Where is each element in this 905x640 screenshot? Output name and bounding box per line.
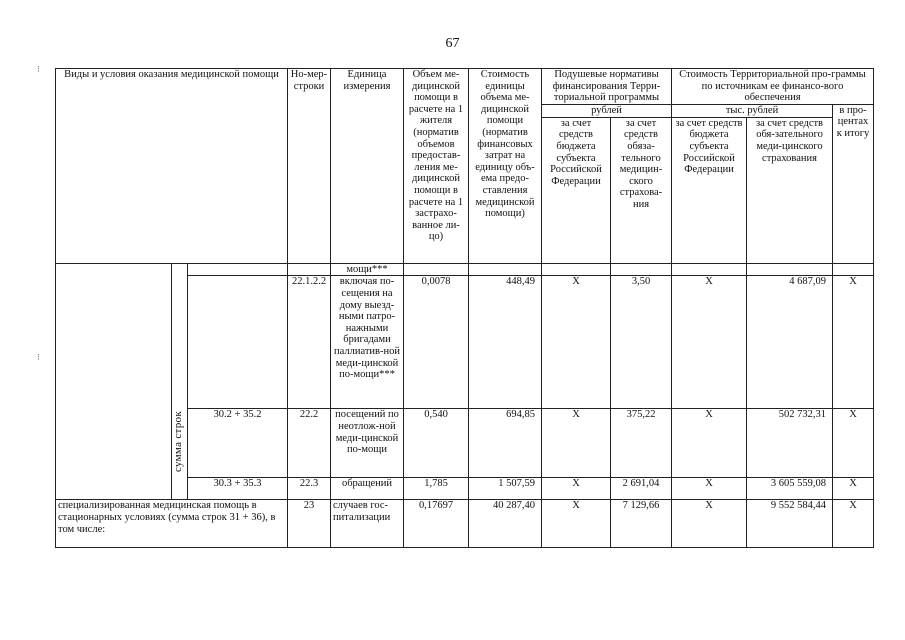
percent-cell: X — [833, 409, 874, 478]
group-cost-program-header: Стоимость Территориальной про-граммы по источникам ее финансо-вого обеспечения — [672, 69, 874, 105]
tc-oms-cell: 9 552 584,44 — [747, 500, 833, 548]
volume-cell: 0,0078 — [404, 276, 469, 409]
table-row — [56, 500, 874, 548]
tc-budget-cell: X — [672, 500, 747, 548]
line-cell: 23 — [288, 500, 331, 548]
pc-budget-cell: X — [542, 478, 611, 500]
cost-cell: 40 287,40 — [469, 500, 542, 548]
col-volume-header: Объем ме-дицинской помощи в расчете на 1 жителя (норматив объемов предостав-ления ме-дицинской помощи в расчете на 1 застрахо-ванное ли-цо) — [404, 69, 469, 264]
kind-cell: специализированная медицинская помощь в стационарных условиях (сумма строк 31 + 36), в том числе: — [56, 500, 288, 548]
col-line-header: Но-мер-строки — [288, 69, 331, 264]
unit-rub-header: рублей — [542, 104, 672, 117]
page-number: 67 — [445, 36, 460, 51]
col-unit-header: Единица измерения — [331, 69, 404, 264]
unit-cell: мощи*** — [331, 263, 404, 276]
unit-thous-rub-header: тыс. рублей — [672, 104, 833, 117]
line-cell: 22.2 — [288, 409, 331, 478]
financing-table — [55, 68, 874, 548]
header-row — [56, 69, 874, 105]
sum-cell: 30.3 + 35.3 — [188, 478, 288, 500]
cost-cell: 694,85 — [469, 409, 542, 478]
pc-oms-cell: 7 129,66 — [611, 500, 672, 548]
tc-oms-cell: 3 605 559,08 — [747, 478, 833, 500]
tc-budget-cell: X — [672, 409, 747, 478]
unit-cell: посещений по неотлож-ной меди-цинской по-мощи — [331, 409, 404, 478]
unit-cell: включая по-сещения на дому выезд-ными патро-нажными бригадами паллиатив-ной меди-цинской по-мощи*** — [331, 276, 404, 409]
col-kind-header: Виды и условия оказания медицинской помощи — [56, 69, 288, 264]
src-oms2-header: за счет средств обя-зательного меди-цинского страхования — [747, 117, 833, 263]
kind-cell — [56, 263, 172, 500]
group-percapita-header: Подушевые нормативы финансирования Терри-ториальной программы — [542, 69, 672, 105]
pc-oms-cell: 3,50 — [611, 276, 672, 409]
continuation-row — [56, 263, 874, 276]
cost-cell: 448,49 — [469, 276, 542, 409]
tc-budget-cell: X — [672, 478, 747, 500]
src-oms-header: за счет средств обяза-тельного медицин-ского страхова-ния — [611, 117, 672, 263]
margin-mark: ⁝ — [37, 64, 40, 74]
unit-cell: обращений — [331, 478, 404, 500]
vertical-label-cell — [172, 263, 188, 500]
volume-cell: 1,785 — [404, 478, 469, 500]
col-cost-header: Стоимость единицы объема ме-дицинской помощи (норматив финансовых затрат на единицу объ-ема предо-ставления медицинской помощи) — [469, 69, 542, 264]
volume-cell: 0,17697 — [404, 500, 469, 548]
percent-cell: X — [833, 276, 874, 409]
tc-oms-cell: 502 732,31 — [747, 409, 833, 478]
margin-mark: ⁝ — [37, 352, 40, 362]
percent-cell: X — [833, 478, 874, 500]
line-cell: 22.3 — [288, 478, 331, 500]
volume-cell: 0,540 — [404, 409, 469, 478]
src-budget2-header: за счет средств бюджета субъекта Российской Федерации — [672, 117, 747, 263]
unit-cell: случаев гос-питализации — [331, 500, 404, 548]
percent-cell: X — [833, 500, 874, 548]
sum-cell: 30.2 + 35.2 — [188, 409, 288, 478]
sum-cell — [188, 276, 288, 409]
src-budget-header: за счет средств бюджета субъекта Российской Федерации — [542, 117, 611, 263]
sum-cell — [188, 263, 288, 276]
pc-budget-cell: X — [542, 409, 611, 478]
pc-oms-cell: 375,22 — [611, 409, 672, 478]
tc-budget-cell: X — [672, 276, 747, 409]
line-cell — [288, 263, 331, 276]
pc-budget-cell: X — [542, 500, 611, 548]
pc-oms-cell: 2 691,04 — [611, 478, 672, 500]
col-percent-header: в про-центах к итогу — [833, 104, 874, 263]
tc-oms-cell: 4 687,09 — [747, 276, 833, 409]
cost-cell: 1 507,59 — [469, 478, 542, 500]
line-cell: 22.1.2.2 — [288, 276, 331, 409]
pc-budget-cell: X — [542, 276, 611, 409]
vertical-label: сумма строк — [172, 410, 184, 472]
